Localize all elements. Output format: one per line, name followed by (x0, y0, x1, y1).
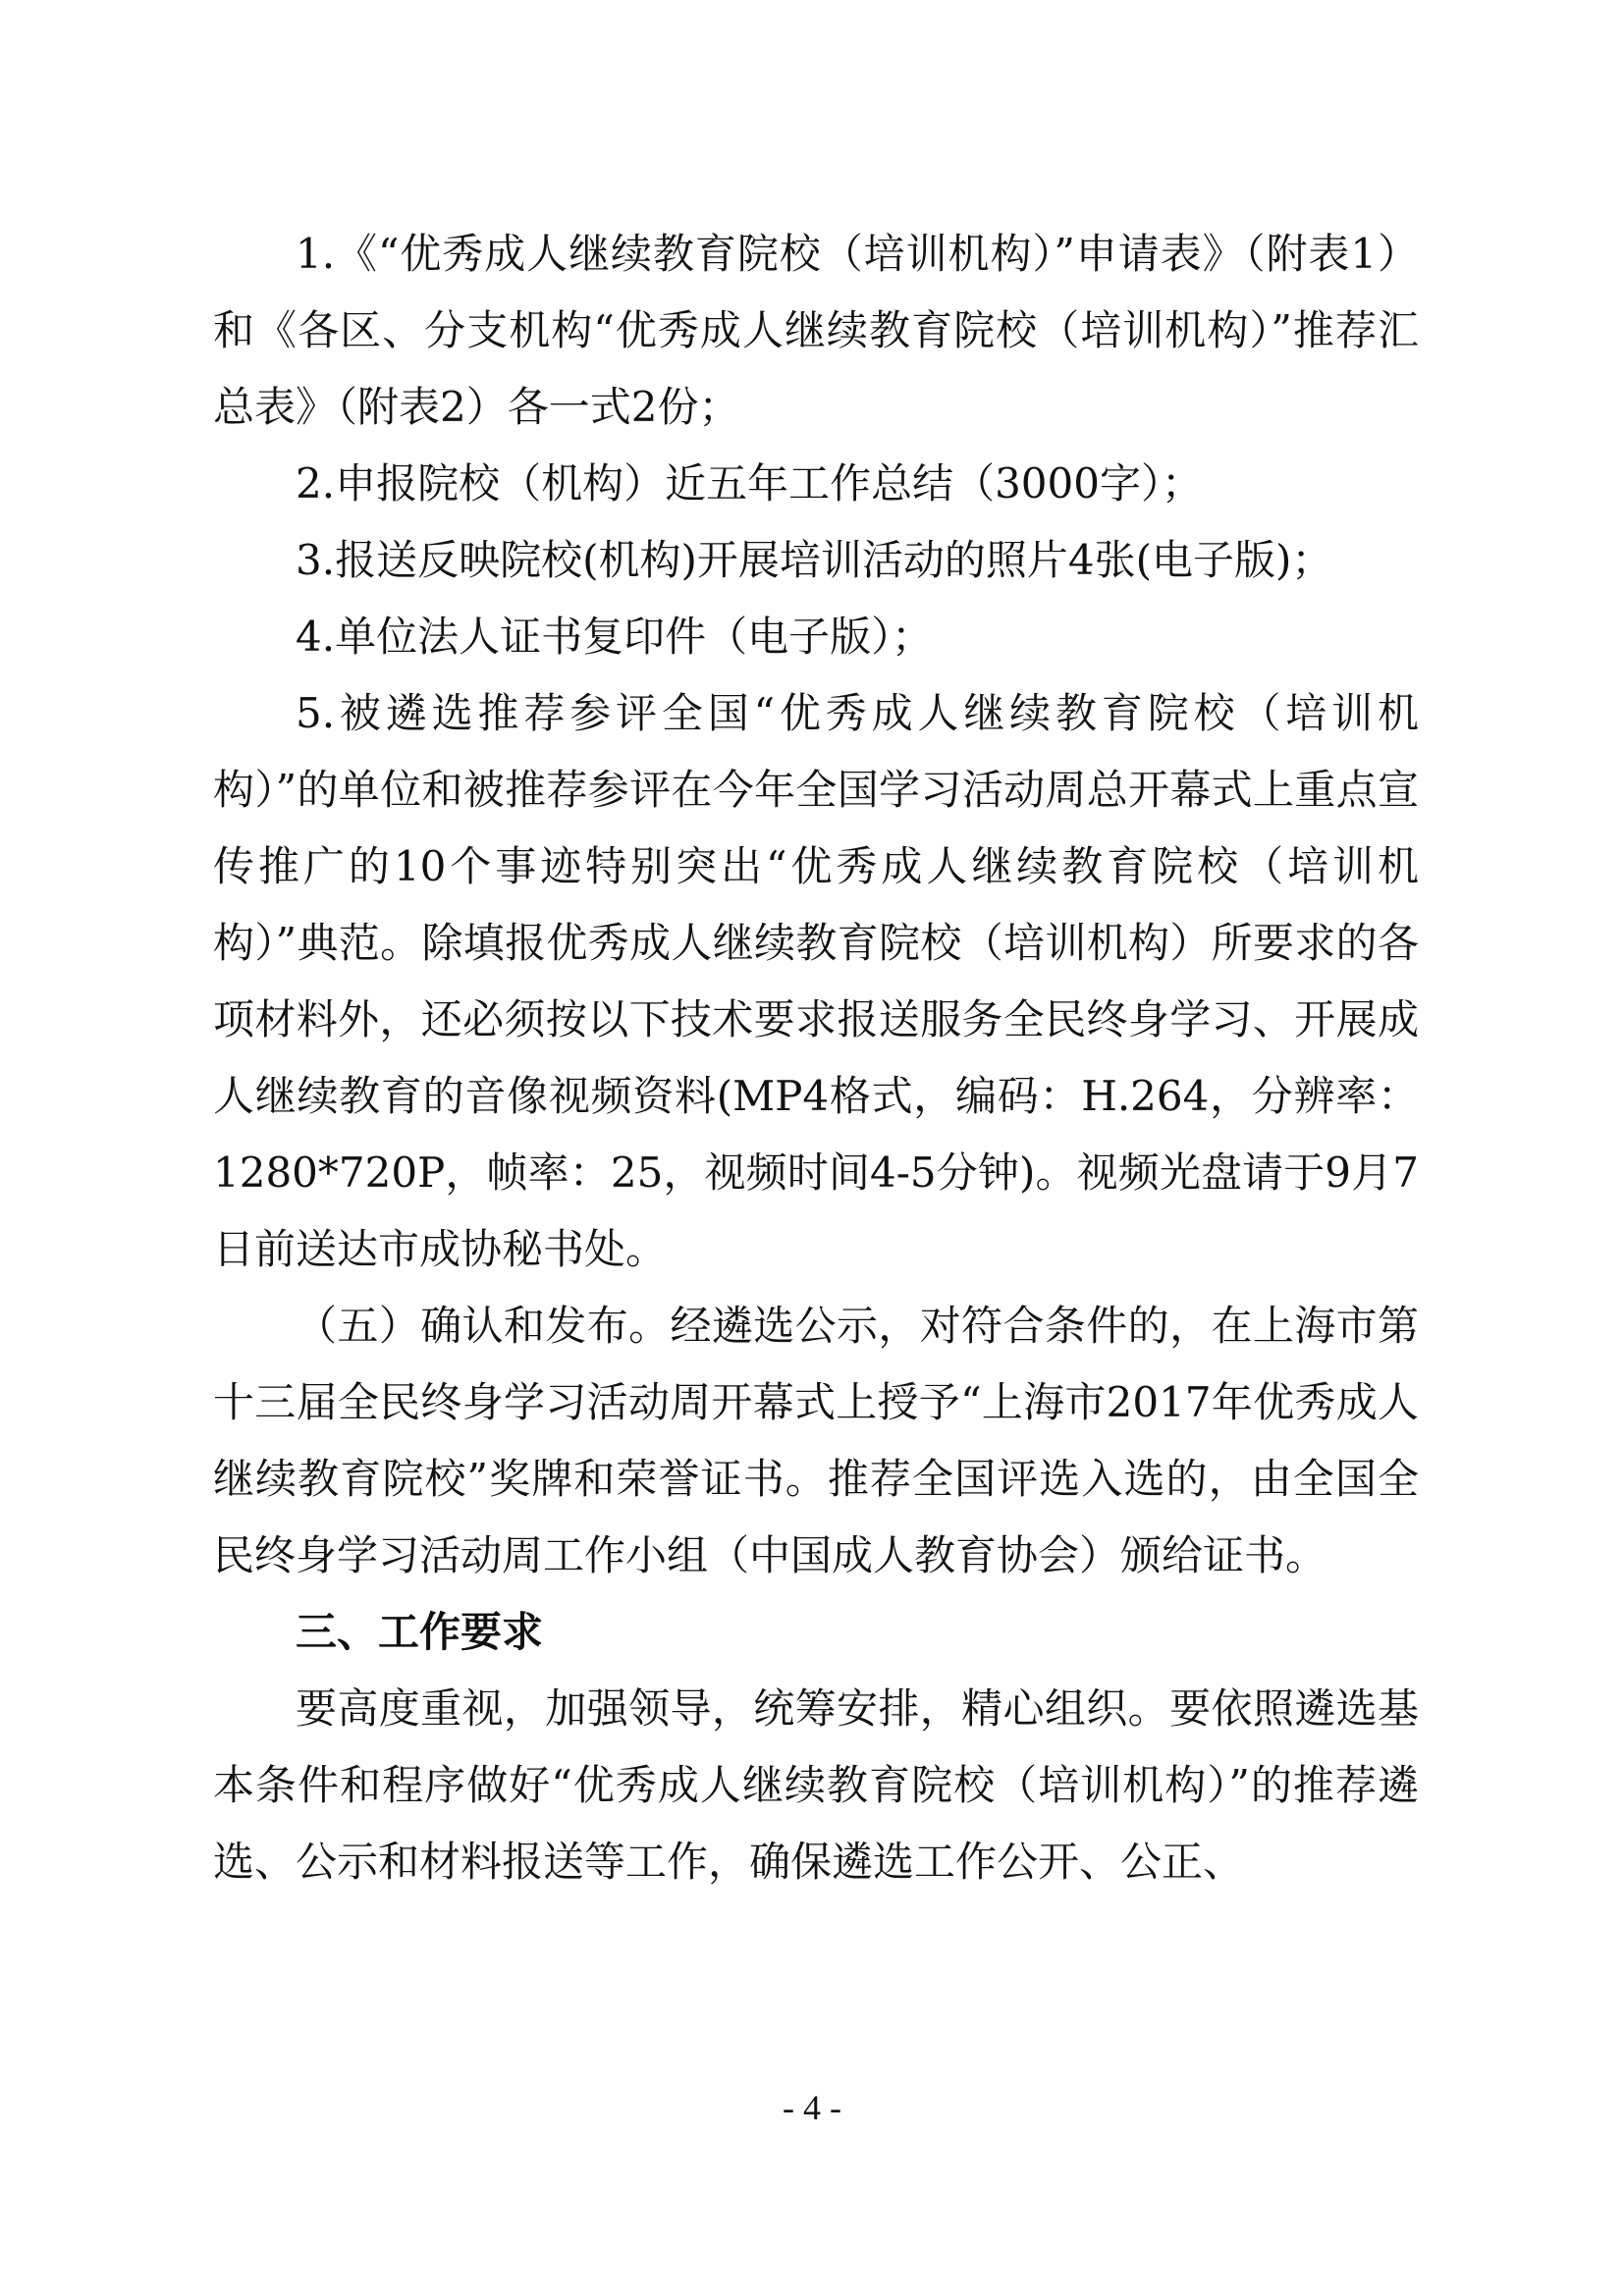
page-number: - 4 - (783, 2088, 841, 2127)
paragraph-item-1: 1.《“优秀成人继续教育院校（培训机构）”申请表》（附表1）和《各区、分支机构“优秀成人继续教育院校（培训机构）”推荐汇总表》（附表2）各一式2份； (213, 230, 1419, 431)
paragraph-item-4: 4.单位法人证书复印件（电子版）； (296, 613, 934, 661)
paragraph-item-3: 3.报送反映院校(机构)开展培训活动的照片4张(电子版)； (296, 536, 1333, 584)
document-body (213, 216, 1419, 1900)
paragraph-work-requirements: 要高度重视，加强领导，统筹安排，精心组织。要依照遴选基本条件和程序做好“优秀成人继续教育院校（培训机构）”的推荐遴选、公示和材料报送等工作，确保遴选工作公开、公正、 (213, 1684, 1419, 1886)
paragraph-item-2: 2.申报院校（机构）近五年工作总结（3000字）； (296, 459, 1203, 507)
paragraph-item-5: 5.被遴选推荐参评全国“优秀成人继续教育院校（培训机构）”的单位和被推荐参评在今年全国学习活动周总开幕式上重点宣传推广的10个事迹特别突出“优秀成人继续教育院校（培训机构）”典范。除填报优秀成人继续教育院校（培训机构）所要求的各项材料外，还必须按以下技术要求报送服务全民终身学习、开展成人继续教育的音像视频资料(MP4格式，编码：H.264，分辨率：1280*720P，帧率：25，视频时间4-5分钟)。视频光盘请于9月7日前送达市成协秘书处。 (213, 689, 1419, 1273)
section-heading: 三、工作要求 (296, 1608, 544, 1656)
paragraph-confirm-publish: （五）确认和发布。经遴选公示，对符合条件的，在上海市第十三届全民终身学习活动周开幕式上授予“上海市2017年优秀成人继续教育院校”奖牌和荣誉证书。推荐全国评选入选的，由全国全民终身学习活动周工作小组（中国成人教育协会）颁给证书。 (213, 1302, 1419, 1579)
